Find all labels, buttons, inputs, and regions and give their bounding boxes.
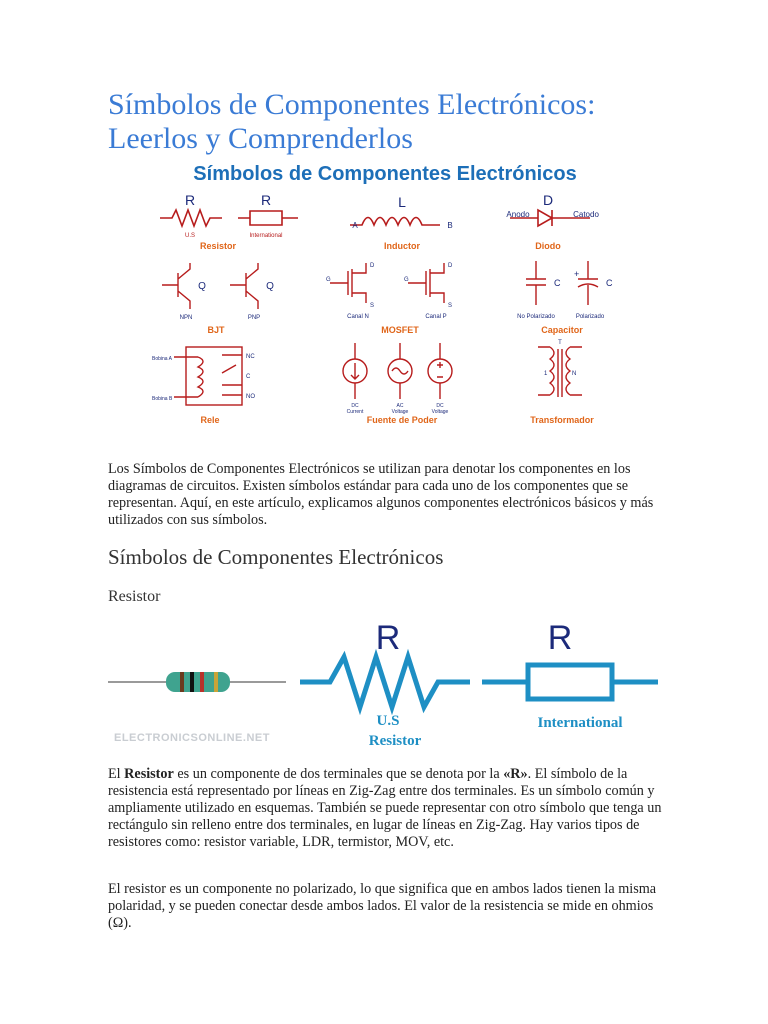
hero-capacitor-p: Polarizado [575, 314, 605, 320]
resistor-p1-bold-letter: «R» [503, 766, 528, 782]
hero-relay-symbol [174, 347, 242, 405]
resistor-p1-middle: es un componente de dos terminales que se denota por la [173, 766, 504, 782]
resistor-p1-after: . El símbolo de la resistencia está representado por líneas en Zig-Zag entre dos terminales. Es un símbolo común y ampliamente utilizado en esquemas. También se puede representar con otro símbolo que tenga un rectángulo sin relleno entre dos terminales, en lugar de líneas en Zig-Zag. Hay varios tipos de resistores como: resistor variable, LDR, termistor, MOV, etc. [108, 766, 662, 850]
hero-relay-nc: NC [246, 354, 255, 360]
hero-capacitor-label: Capacitor [541, 325, 583, 335]
hero-heading: Símbolos de Componentes Electrónicos [193, 163, 577, 185]
hero-mosfet-g1: G [326, 277, 331, 283]
hero-inductor-symbol [350, 218, 440, 226]
hero-resistor-intl: International [249, 233, 283, 239]
hero-power-symbol [343, 343, 452, 399]
resistor-us-line1: U.S [376, 713, 400, 729]
hero-power-dc2a: DC [436, 403, 444, 409]
resistor-intl-r: R [547, 619, 573, 657]
resistor-intl-label: International [537, 715, 623, 731]
hero-diode-d: D [542, 192, 554, 208]
resistor-watermark: ELECTRONICSONLINE.NET [114, 732, 270, 744]
hero-inductor-l: L [398, 194, 406, 210]
hero-bjt-q2: Q [266, 281, 274, 292]
hero-mosfet-s2: S [448, 303, 453, 309]
hero-relay-label: Rele [200, 415, 220, 425]
hero-resistor-symbol [160, 210, 298, 226]
hero-resistor-label: Resistor [199, 241, 237, 251]
resistor-us-r: R [375, 619, 401, 657]
hero-power-ac1: AC [396, 403, 404, 409]
hero-relay-bobina-a: Bobina A [152, 356, 173, 362]
hero-mosfet-label: MOSFET [381, 325, 419, 335]
hero-mosfet-d1: D [370, 263, 375, 269]
hero-capacitor-plus: + [574, 269, 580, 279]
resistor-figure [108, 615, 664, 755]
hero-transformer-n2: N [572, 371, 577, 377]
hero-capacitor-c2: C [606, 278, 613, 288]
article-title: Símbolos de Componentes Electrónicos: Leerlos y Comprenderlos [108, 88, 596, 155]
hero-diode-label: Diodo [535, 241, 561, 251]
resistor-figure-image [108, 615, 664, 755]
hero-inductor-label: Inductor [384, 241, 420, 251]
hero-relay-no: NO [246, 394, 255, 400]
hero-transformer-label: Transformador [530, 415, 594, 425]
hero-power-ac2: Voltage [391, 409, 409, 415]
hero-mosfet-canal-n: Canal N [347, 314, 369, 320]
hero-bjt-pnp: PNP [247, 315, 261, 321]
hero-transformer-t: T [558, 340, 562, 346]
hero-resistor-r2: R [260, 192, 272, 208]
hero-inductor-a: A [352, 221, 358, 230]
hero-resistor-us: U.S [184, 233, 196, 239]
intro-paragraph: Los Símbolos de Componentes Electrónicos se utilizan para denotar los componentes en los diagramas de circuitos. Existen símbolos estándar para cada uno de los componentes que se representan. Aquí, en este artículo, explicamos algunos componentes electrónicos básicos y más utilizados con sus símbolos. [108, 461, 654, 528]
resistor-p1-bold-term: Resistor [124, 766, 174, 782]
hero-diode-cathode: Catodo [573, 210, 599, 219]
hero-diode-anode: Anodo [506, 210, 530, 219]
hero-power-dc2b: Voltage [431, 409, 449, 415]
hero-capacitor-np: No Polarizado [517, 314, 555, 320]
hero-bjt-label: BJT [207, 325, 225, 335]
hero-mosfet-canal-p: Canal P [425, 314, 447, 320]
section-heading: Símbolos de Componentes Electrónicos [108, 545, 444, 569]
hero-figure [150, 155, 620, 435]
hero-bjt-npn: NPN [179, 315, 193, 321]
resistor-photo [108, 672, 286, 692]
hero-resistor-r1: R [184, 192, 196, 208]
resistor-us-line2: Resistor [368, 733, 422, 749]
hero-relay-bobina-b: Bobina B [152, 396, 173, 402]
hero-inductor-b: B [447, 221, 453, 230]
resistor-p1-before: El [108, 766, 125, 782]
hero-mosfet-symbol [330, 263, 444, 303]
hero-bjt-symbol [162, 263, 258, 309]
hero-capacitor-c1: C [554, 278, 561, 288]
hero-mosfet-g2: G [404, 277, 409, 283]
hero-transformer-n1: 1 [544, 371, 548, 377]
subsection-heading-resistor: Resistor [108, 588, 161, 605]
resistor-paragraph-1 [108, 766, 668, 851]
symbols-chart-image [150, 155, 620, 435]
hero-power-label: Fuente de Poder [366, 415, 438, 425]
resistor-intl-symbol [482, 665, 658, 699]
resistor-paragraph-2: El resistor es un componente no polarizado, lo que significa que en ambos lados tienen la misma polaridad, y se pueden conectar desde ambos lados. El valor de la resistencia se mide en ohmios (Ω). [108, 881, 657, 931]
hero-capacitor-symbol [526, 261, 598, 305]
hero-bjt-q1: Q [198, 281, 206, 292]
resistor-us-symbol [300, 657, 470, 707]
hero-mosfet-s1: S [370, 303, 375, 309]
hero-power-dc1a: DC [351, 403, 359, 409]
hero-relay-c: C [246, 374, 251, 380]
hero-mosfet-d2: D [448, 263, 453, 269]
hero-power-dc1b: Current [346, 409, 364, 415]
